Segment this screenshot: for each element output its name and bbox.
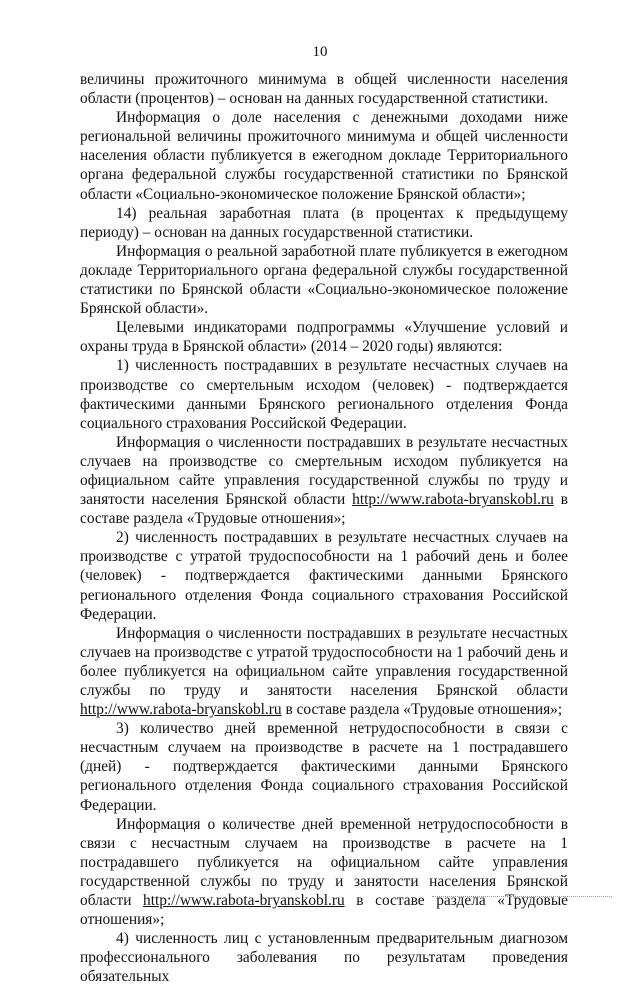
document-body [80, 70, 568, 987]
paragraph-text: 4) численность лиц с установленным предварительным диагнозом профессионального заболевания по результатам проведения обязательных [80, 930, 568, 986]
paragraph-indicator-2 [80, 528, 568, 623]
paragraph-text: 2) численность пострадавших в результате несчастных случаев на производстве с утратой трудоспособности на 1 рабочий день и более (человек) - подтверждается фактическими данными Брянского регионального отделения Фонда социального страхования Российской Федерации. [80, 529, 568, 623]
paragraph-text: Информация о численности пострадавших в результате несчастных случаев на производстве с утратой трудоспособности на 1 рабочий день и более публикуется на официальном сайте управления государственной службы по труду и занятости населения Брянской области [80, 624, 568, 699]
paragraph-indicator-2-info [80, 624, 568, 719]
paragraph-prev-continuation [80, 70, 568, 108]
paragraph-text: в составе раздела «Трудовые отношения»; [80, 892, 568, 929]
paragraph-wage-info [80, 242, 568, 318]
website-link[interactable]: http://www.rabota-bryanskobl.ru [143, 892, 345, 910]
paragraph-indicator-1 [80, 356, 568, 432]
footer-divider [432, 896, 612, 897]
paragraph-subprogram-intro [80, 318, 568, 356]
paragraph-text: Информация о доле населения с денежными доходами ниже региональной величины прожиточного минимума и общей численности населения области публикуется в ежегодном докладе Территориального органа федеральной службы государственной статистики по Брянской области «Социально-экономическое положение Брянской области»; [80, 109, 568, 203]
paragraph-text: 14) реальная заработная плата (в процентах к предыдущему периоду) – основан на данных государственной статистики. [80, 204, 568, 241]
paragraph-indicator-1-info [80, 433, 568, 528]
paragraph-indicator-14 [80, 204, 568, 242]
website-link[interactable]: http://www.rabota-bryanskobl.ru [352, 491, 554, 509]
paragraph-text: в составе раздела «Трудовые отношения»; [281, 701, 563, 719]
paragraph-text: 3) количество дней временной нетрудоспособности в связи с несчастным случаем на производстве в расчете на 1 пострадавшего (дней) - подтверждается фактическими данными Брянского регионального отделения Фонда социального страхования Российской Федерации. [80, 720, 568, 814]
paragraph-indicator-4 [80, 929, 568, 986]
website-link[interactable]: http://www.rabota-bryanskobl.ru [80, 701, 282, 719]
paragraph-indicator-3 [80, 719, 568, 814]
paragraph-poverty-info [80, 108, 568, 203]
paragraph-indicator-3-info [80, 815, 568, 930]
paragraph-text: 1) численность пострадавших в результате несчастных случаев на производстве со смертельным исходом (человек) - подтверждается фактическими данными Брянского регионального отделения Фонда социального страхования Российской Федерации. [80, 357, 568, 432]
paragraph-text: Информация о численности пострадавших в результате несчастных случаев на производстве со смертельным исходом публикуется на официальном сайте управления государственной службы по труду и занятости населения Брянской области [80, 433, 568, 509]
paragraph-text: Целевыми индикаторами подпрограммы «Улучшение условий и охраны труда в Брянской области» (2014 – 2020 годы) являются: [80, 319, 568, 356]
paragraph-text: Информация о реальной заработной плате публикуется в ежегодном докладе Территориального органа федеральной службы государственной статистики по Брянской области «Социально-экономическое положение Брянской области». [80, 242, 568, 318]
page-number: 10 [312, 44, 328, 60]
paragraph-text: величины прожиточного минимума в общей численности населения области (процентов) – основан на данных государственной статистики. [80, 71, 568, 108]
paragraph-text: Информация о количестве дней временной нетрудоспособности в связи с несчастным случаем на производстве в расчете на 1 пострадавшего публикуется на официальном сайте управления государственной службы по труду и занятости населения Брянской области [80, 815, 568, 910]
paragraph-text: в составе раздела «Трудовые отношения»; [80, 491, 568, 528]
